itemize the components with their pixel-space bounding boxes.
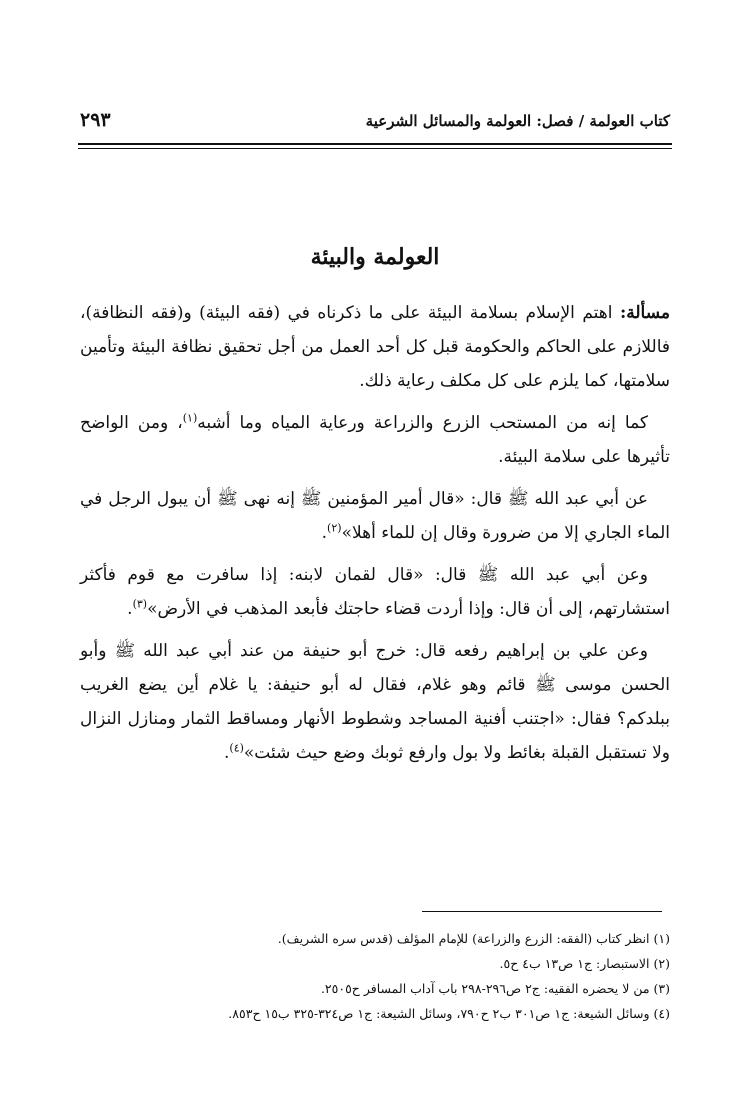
- running-title: كتاب العولمة / فصل: العولمة والمسائل الشرعية: [365, 112, 670, 130]
- page-header: [80, 109, 670, 138]
- paragraph-text: عن أبي عبد الله ﷺ قال: «قال أمير المؤمنين ﷺ إنه نهى ﷺ أن يبول الرجل في الماء الجاري إلا من ضرورة وقال إن للماء أهلا»: [80, 489, 670, 543]
- paragraph-tail: .: [223, 743, 230, 763]
- paragraph-hadith-luqman: [80, 558, 670, 626]
- paragraph-text: وعن علي بن إبراهيم رفعه قال: خرج أبو حنيفة من عند أبي عبد الله ﷺ وأبو الحسن موسى ﷺ قائم وهو غلام، فقال له أبو حنيفة: يا غلام أين يضع الغريب ببلدكم؟ فقال: «اجتنب أفنية المساجد وشطوط الأنهار ومساقط الثمار ومنازل النزال ولا تستقبل القبلة بغائط ولا بول وارفع ثوبك وضع حيث شئت»: [80, 641, 670, 763]
- paragraph-planting: [80, 406, 670, 474]
- page-number: ٢٩٣: [80, 109, 111, 131]
- body-text: [80, 296, 670, 778]
- footnote-ref: (٤): [229, 741, 244, 755]
- issue-label: مسألة:: [619, 303, 670, 323]
- header-rule-thick: [78, 143, 672, 145]
- paragraph-text: كما إنه من المستحب الزرع والزراعة ورعاية المياه وما أشبه: [197, 413, 648, 433]
- footnote-4: (٤) وسائل الشيعة: ج١ ص٣٠١ ب٢ ح٧٩٠، وسائل الشيعة: ج١ ص٣٢٤-٣٢٥ ب١٥ ح٨٥٣.: [228, 1006, 670, 1021]
- paragraph-hadith-water: [80, 482, 670, 550]
- paragraph-tail: .: [321, 523, 328, 543]
- footnotes: [80, 926, 670, 1026]
- paragraph-tail: .: [127, 599, 133, 619]
- paragraph-text: اهتم الإسلام بسلامة البيئة على ما ذكرناه في (فقه البيئة) و(فقه النظافة)، فاللازم على الحاكم والحكومة قبل كل أحد العمل من أجل تحقيق نظافة البيئة وتأمين سلامتها، كما يلزم على كل مكلف رعاية ذلك.: [80, 303, 670, 391]
- paragraph-tail: ، ومن الواضح تأثيرها على سلامة البيئة.: [80, 413, 670, 467]
- footnote-separator: [422, 911, 662, 912]
- paragraph-issue: [80, 296, 670, 398]
- footnote-2: (٢) الاستبصار: ج١ ص١٣ ب٤ ح٥.: [499, 956, 670, 971]
- footnote-ref: (٢): [327, 521, 342, 535]
- paragraph-text: وعن أبي عبد الله ﷺ قال: «قال لقمان لابنه: إذا سافرت مع قوم فأكثر استشارتهم، إلى أن قال: وإذا أردت قضاء حاجتك فأبعد المذهب في الأرض»: [80, 565, 670, 619]
- footnote-ref: (١): [182, 411, 198, 425]
- footnote-ref: (٣): [132, 597, 148, 611]
- paragraph-hadith-abu-hanifa: [80, 634, 670, 770]
- footnote-1: (١) انظر كتاب (الفقه: الزرع والزراعة) للإمام المؤلف (قدس سره الشريف).: [277, 931, 670, 946]
- section-title: العولمة والبيئة: [310, 244, 440, 270]
- header-rule-thin: [78, 148, 672, 149]
- footnote-3: (٣) من لا يحضره الفقيه: ج٢ ص٢٩٦-٢٩٨ باب آداب المسافر ح٢٥٠٥.: [320, 981, 670, 996]
